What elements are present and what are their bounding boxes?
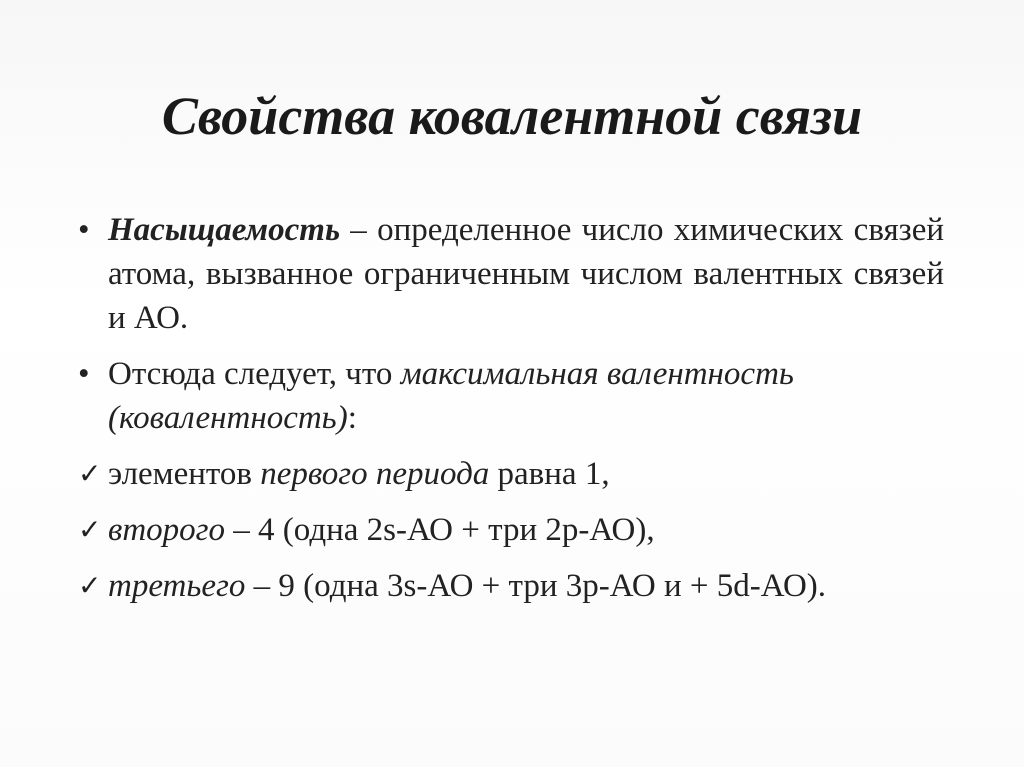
checkmark-icon: ✓: [78, 457, 102, 490]
check-emph: второго: [108, 512, 226, 548]
checkmark-icon: ✓: [78, 569, 102, 602]
checkmark-icon: ✓: [78, 513, 102, 546]
check-item-third-period: [78, 564, 944, 608]
slide-title: Свойства ковалентной связи: [161, 86, 863, 146]
bullet-marker: •: [78, 356, 90, 392]
bullet-marker: •: [78, 212, 90, 248]
check-post: – 4 (одна 2s-АО + три 2p-АО),: [225, 512, 655, 548]
check-emph: первого периода: [260, 456, 490, 492]
check-item-first-period: [78, 452, 944, 496]
max-valence-term: максимальная валентность (ковалентность): [108, 356, 794, 436]
check-pre: элементов: [108, 456, 261, 492]
check-post: – 9 (одна 3s-АО + три 3p-АО и + 5d-АО).: [245, 568, 827, 604]
bullet-item-consequence: [78, 352, 944, 440]
check-post: равна 1,: [489, 456, 610, 492]
check-item-second-period: [78, 508, 944, 552]
bullet-item-saturation: [78, 208, 944, 340]
term-saturation: Насыщаемость: [108, 212, 341, 248]
check-emph: третьего: [108, 568, 246, 604]
consequence-tail: :: [347, 400, 357, 436]
definition-text: – определенное число химических связей атома, вызванное ограниченным числом валентных связей и АО.: [108, 212, 944, 336]
consequence-lead: Отсюда следует, что: [108, 356, 401, 392]
slide-content: [78, 208, 944, 620]
